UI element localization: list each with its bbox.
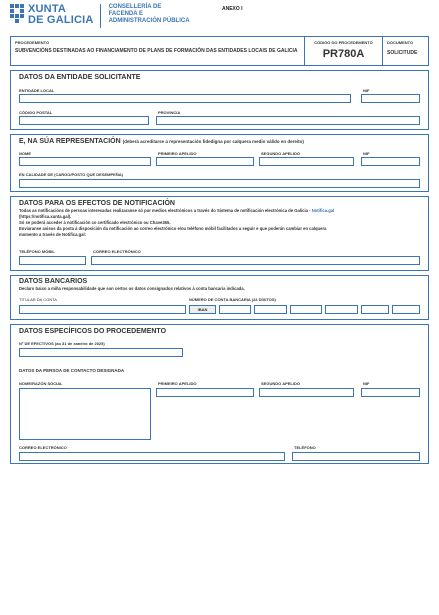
contact-email-label: CORREO ELECTRÓNICO <box>19 445 67 450</box>
account-field-5[interactable] <box>361 305 389 314</box>
representation-title: E, NA SÚA REPRESENTACIÓN <box>19 138 121 145</box>
rep-surname1-label: PRIMEIRO APELIDO <box>158 151 197 156</box>
mobile-phone-field[interactable] <box>19 256 86 265</box>
xunta-emblem-icon <box>10 4 24 28</box>
province-label: PROVINCIA <box>158 110 181 115</box>
account-field-1[interactable] <box>219 305 251 314</box>
account-number-label: NÚMERO DE CONTA BANCARIA (24 DÍXITOS) <box>189 297 276 302</box>
dept-line-2: FACENDA E <box>108 11 144 17</box>
document-cell <box>383 37 428 65</box>
contact-nif-field[interactable] <box>361 388 420 397</box>
staff-label: Nº DE EFECTIVOS (ao 31 de xaneiro de 2025) <box>19 341 105 346</box>
iban-prefix: IBAN <box>189 305 216 314</box>
contact-phone-label: TELÉFONO <box>294 445 316 450</box>
dept-line-3: ADMINISTRACIÓN PÚBLICA <box>108 18 190 24</box>
notification-text <box>19 208 419 238</box>
representation-subtitle: (deberá acreditarse a representación fidedigna por calquera medio válido en dereito) <box>122 139 304 144</box>
document-value: SOLICITUDE <box>387 50 418 56</box>
procedure-code: PR780A <box>322 48 365 60</box>
bank-note: Declaro baixo a miña responsabilidade que son certos os datos consignados relativos á conta bancaria indicada. <box>19 286 245 291</box>
notification-line-3: Só se poderá acceder á notificación co certificado electrónico ou Chave365. <box>19 220 171 225</box>
account-holder-field[interactable] <box>19 305 186 314</box>
dept-line-1: CONSELLERÍA DE <box>108 4 162 10</box>
account-field-6[interactable] <box>392 305 420 314</box>
contact-name-field[interactable] <box>19 388 151 440</box>
staff-field[interactable] <box>19 348 183 357</box>
rep-nif-field[interactable] <box>361 157 420 166</box>
brand-text <box>28 4 94 26</box>
procedure-code-cell <box>305 37 383 65</box>
rep-nif-label: NIF <box>363 151 370 156</box>
representation-section-title <box>19 138 304 145</box>
representation-section <box>10 134 429 192</box>
notification-line-4: Enviaranse avisos da posta á disposición da notificación ao correo electrónico e/ou teléfono móbil facilitados a seguir e que poderán cambiar en calquera <box>19 226 327 231</box>
rep-surname1-field[interactable] <box>156 157 254 166</box>
postal-code-label: CÓDIGO POSTAL <box>19 110 53 115</box>
brand-line-2: DE GALICIA <box>28 14 94 26</box>
account-field-3[interactable] <box>290 305 322 314</box>
contact-surname2-field[interactable] <box>259 388 354 397</box>
notification-section <box>10 196 429 271</box>
contact-surname1-field[interactable] <box>156 388 254 397</box>
contact-phone-field[interactable] <box>292 452 420 461</box>
logo-divider <box>100 4 101 28</box>
procedure-title: SUBVENCIÓNS DESTINADAS AO FINANCIAMENTO DE PLANS DE FORMACIÓN DAS ENTIDADES LOCAIS DE GALICIA <box>15 48 298 54</box>
rep-name-field[interactable] <box>19 157 151 166</box>
bank-section-title: DATOS BANCARIOS <box>19 278 88 285</box>
account-holder-label: TITULAR DA CONTA <box>19 297 57 302</box>
department-name <box>109 4 190 25</box>
specific-section-title: DATOS ESPECÍFICOS DO PROCEDEMENTO <box>19 328 167 335</box>
procedure-code-label: CÓDIGO DO PROCEDEMENTO <box>314 40 373 45</box>
contact-surname1-label: PRIMEIRO APELIDO <box>158 381 197 386</box>
brand-line-1: XUNTA <box>28 3 67 15</box>
notification-line-1-text: Todas as notificacións de persoas interesadas realizaranse só por medios electrónicos a través do Sistema de notificación electrónica de Galicia - <box>19 208 311 213</box>
account-field-4[interactable] <box>325 305 358 314</box>
xunta-logo <box>10 4 190 28</box>
procedure-cell <box>11 37 305 65</box>
local-entity-label: ENTIDADE LOCAL <box>19 88 55 93</box>
account-field-2[interactable] <box>254 305 287 314</box>
procedure-label: PROCEDEMENTO <box>15 40 50 45</box>
entity-nif-label: NIF <box>363 88 370 93</box>
postal-code-field[interactable] <box>19 116 149 125</box>
notification-line-5: momento a través de Notifica.gal: <box>19 232 87 237</box>
notification-email-label: CORREO ELECTRÓNICO <box>93 249 141 254</box>
rep-name-label: NOME <box>19 151 31 156</box>
contact-section-title: DATOS DA PERSOA DE CONTACTO DESIGNADA <box>19 368 125 373</box>
notification-email-field[interactable] <box>91 256 420 265</box>
procedure-header <box>10 36 429 66</box>
local-entity-field[interactable] <box>19 94 351 103</box>
province-field[interactable] <box>156 116 420 125</box>
mobile-phone-label: TELÉFONO MÓBIL <box>19 249 55 254</box>
rep-position-field[interactable] <box>19 179 420 188</box>
document-label: DOCUMENTO <box>387 40 414 45</box>
contact-name-label: NOME/RAZÓN SOCIAL <box>19 381 63 386</box>
specific-section <box>10 324 429 464</box>
rep-surname2-field[interactable] <box>259 157 354 166</box>
bank-section <box>10 275 429 320</box>
rep-surname2-label: SEGUNDO APELIDO <box>261 151 300 156</box>
annex-label: ANEXO I <box>222 6 243 12</box>
notification-line-2: (https://notifica.xunta.gal). <box>19 214 72 219</box>
contact-surname2-label: SEGUNDO APELIDO <box>261 381 300 386</box>
rep-position-label: EN CALIDADE DE (CARGO/POSTO QUE DESEMPEÑA) <box>19 172 123 177</box>
entity-section <box>10 70 429 130</box>
notifica-link[interactable]: Notifica.gal <box>311 208 335 213</box>
entity-nif-field[interactable] <box>361 94 420 103</box>
contact-email-field[interactable] <box>19 452 285 461</box>
contact-nif-label: NIF <box>363 381 370 386</box>
notification-section-title: DATOS PARA OS EFECTOS DE NOTIFICACIÓN <box>19 200 175 207</box>
entity-section-title: DATOS DA ENTIDADE SOLICITANTE <box>19 74 141 81</box>
